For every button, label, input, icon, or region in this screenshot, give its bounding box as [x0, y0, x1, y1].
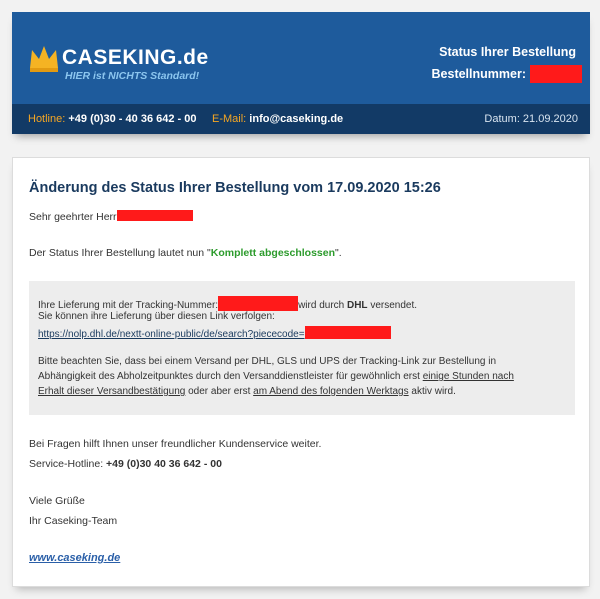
service-label: Service-Hotline:: [29, 458, 107, 470]
note-line-2: [38, 371, 514, 382]
status-title: Status Ihrer Bestellung: [439, 45, 576, 59]
tracking-link-line: [38, 326, 391, 340]
piececode-redaction: [305, 326, 391, 339]
service-number[interactable]: +49 (0)30 40 36 642 - 00: [106, 458, 222, 470]
status-outro: ".: [335, 247, 342, 259]
salutation-line: [29, 210, 193, 223]
tracking-prefix: Ihre Lieferung mit der Tracking-Nummer:: [38, 300, 219, 311]
email-header: [12, 12, 590, 134]
tracking-suffix: wird durch: [298, 300, 347, 311]
note-line-1: Bitte beachten Sie, dass bei einem Versand per DHL, GLS und UPS der Tracking-Link zur Bestellung in: [38, 356, 497, 367]
salutation: Sehr geehrter Herr: [29, 211, 117, 223]
page-title: Änderung des Status Ihrer Bestellung vom 17.09.2020 15:26: [29, 180, 441, 196]
hotline-label: Hotline:: [28, 113, 66, 125]
status-intro: Der Status Ihrer Bestellung lautet nun ": [29, 247, 211, 259]
order-label: Bestellnummer:: [431, 67, 526, 81]
email-label: E-Mail:: [212, 113, 247, 125]
status-badge: Komplett abgeschlossen: [210, 247, 336, 259]
date-text: Datum: 21.09.2020: [484, 113, 578, 125]
note-line-3: [38, 386, 456, 397]
logo-text: CASEKING.de: [62, 46, 209, 69]
note-link-confirmation[interactable]: Erhalt dieser Versandbestätigung: [38, 386, 186, 397]
order-number-redaction: [530, 65, 582, 83]
carrier-name: DHL: [346, 300, 368, 311]
email-body-card: [12, 157, 590, 587]
name-redaction: [117, 210, 193, 221]
signature: Ihr Caseking-Team: [29, 515, 118, 527]
follow-text: Sie können ihre Lieferung über diesen Link verfolgen:: [38, 311, 275, 322]
order-number-line: [432, 65, 582, 83]
note-link-workday[interactable]: am Abend des folgenden Werktags: [253, 386, 409, 397]
questions-text: Bei Fragen hilft Ihnen unser freundlicher Kundenservice weiter.: [29, 438, 322, 450]
hotline-number[interactable]: +49 (0)30 - 40 36 642 - 00: [68, 113, 197, 125]
greeting: Viele Grüße: [29, 495, 85, 507]
info-bar: [12, 104, 590, 134]
note-line-2-text: Abhängigkeit des Abholzeitpunktes durch den Versanddienstleister für gewöhnlich erst: [38, 371, 423, 382]
caseking-logo[interactable]: [28, 42, 238, 92]
tracking-line: [38, 296, 417, 311]
email-link[interactable]: info@caseking.de: [249, 113, 344, 125]
hotline: [28, 113, 196, 125]
tracking-suffix-end: versendet.: [367, 300, 418, 311]
note-line-3-end: aktiv wird.: [408, 386, 456, 397]
email: [212, 113, 343, 125]
logo-tagline: HIER ist NICHTS Standard!: [65, 70, 200, 82]
status-line: [29, 247, 342, 259]
tracking-link[interactable]: https://nolp.dhl.de/nextt-online-public/de/search?piececode=: [38, 329, 305, 340]
note-line-3-mid: oder aber erst: [185, 386, 254, 397]
note-link-hours[interactable]: einige Stunden nach: [422, 371, 514, 382]
website-link[interactable]: www.caseking.de: [29, 552, 121, 564]
tracking-number-redaction: [218, 296, 298, 311]
crown-icon: [28, 44, 60, 74]
tracking-box: [29, 281, 575, 415]
service-hotline-line: [29, 458, 222, 470]
